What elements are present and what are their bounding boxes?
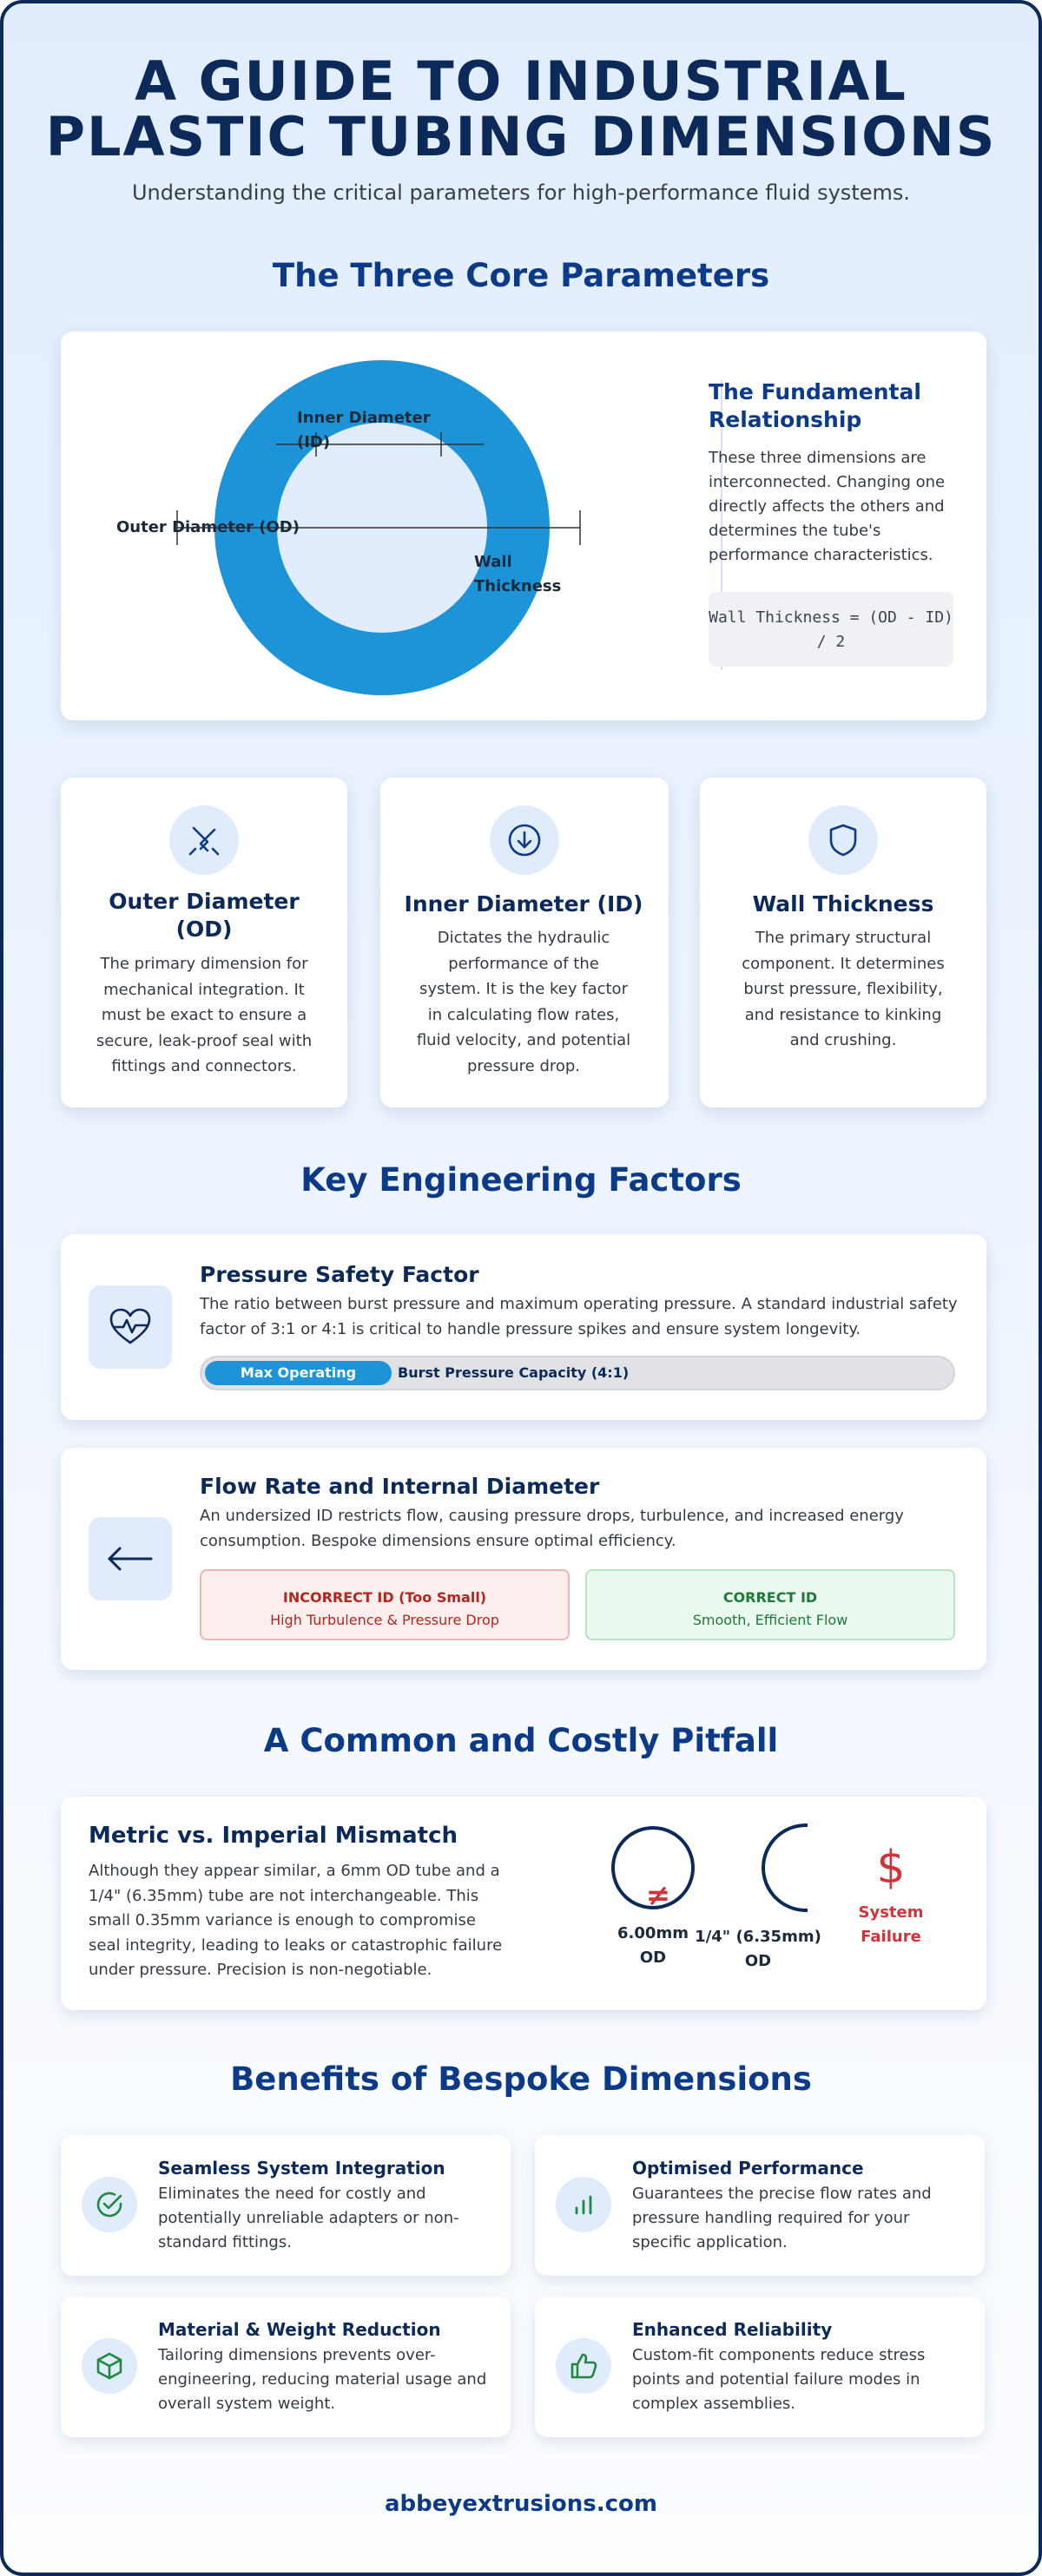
benefit-text: Tailoring dimensions prevents over-engineering, reducing material usage and overall system weight. xyxy=(158,2346,487,2413)
tube-comparison-graphic xyxy=(547,1823,808,1927)
pressure-factor-card xyxy=(61,1234,986,1420)
wall-thickness-label xyxy=(474,550,561,599)
benefit-card xyxy=(61,2135,511,2276)
imperial-tube-od: OD xyxy=(744,1952,772,1970)
arrow-down-circle-icon xyxy=(490,805,559,875)
metric-tube-od: OD xyxy=(639,1948,667,1967)
burst-pressure-label: Burst Pressure Capacity (4:1) xyxy=(398,1364,630,1381)
incorrect-id-title: INCORRECT ID (Too Small) xyxy=(282,1589,487,1606)
benefit-title: Optimised Performance xyxy=(632,2158,864,2178)
main-title-line-2: PLASTIC TUBING DIMENSIONS xyxy=(45,105,997,168)
correct-id-title: CORRECT ID xyxy=(722,1589,818,1606)
system-failure-line-1: System xyxy=(858,1903,924,1922)
heart-pulse-icon xyxy=(89,1285,172,1369)
pitfall-text: Although they appear similar, a 6mm OD tube and a 1/4" (6.35mm) tube are not interchangeable. This small 0.35mm variance is enough to compromise seal integrity, leading to leaks or catastrophic failure under pressure. Precision is non-negotiable. xyxy=(89,1862,503,1979)
max-operating-fill: Max Operating xyxy=(205,1361,392,1385)
wall-thickness-label-line-2: Thickness xyxy=(474,577,562,595)
parameter-card-od xyxy=(61,778,347,1107)
section-title-pitfall: A Common and Costly Pitfall xyxy=(263,1722,779,1759)
incorrect-id-text: High Turbulence & Pressure Drop xyxy=(270,1612,499,1628)
pressure-factor-title: Pressure Safety Factor xyxy=(200,1262,479,1287)
benefit-title: Seamless System Integration xyxy=(158,2158,445,2178)
parameter-card-wall xyxy=(700,778,986,1107)
flow-rate-card xyxy=(61,1448,986,1670)
metric-tube-size: 6.00mm xyxy=(617,1924,689,1942)
correct-id-text: Smooth, Efficient Flow xyxy=(692,1612,848,1628)
pressure-capacity-bar xyxy=(200,1356,955,1390)
incorrect-id-box xyxy=(200,1569,570,1640)
flow-rate-text: An undersized ID restricts flow, causing pressure drops, turbulence, and increased energy consumption. Bespoke dimensions ensure optimal efficiency. xyxy=(200,1507,904,1550)
arrow-left-icon xyxy=(89,1517,172,1600)
imperial-tube-size: 1/4" (6.35mm) xyxy=(695,1928,821,1946)
parameter-title: Wall Thickness xyxy=(752,891,934,917)
section-title-benefits: Benefits of Bespoke Dimensions xyxy=(230,2060,812,2098)
core-diagram-card xyxy=(61,332,986,720)
system-failure-line-2: Failure xyxy=(861,1928,921,1946)
main-subtitle: Understanding the critical parameters for high-performance fluid systems. xyxy=(131,181,910,205)
correct-id-box xyxy=(585,1569,955,1640)
formula-box: Wall Thickness = (OD - ID) / 2 xyxy=(709,592,953,667)
section-title-core: The Three Core Parameters xyxy=(272,257,770,294)
not-equal-sign: ≠ xyxy=(645,1878,671,1913)
parameter-card-id xyxy=(380,778,669,1107)
benefit-title: Material & Weight Reduction xyxy=(158,2319,441,2340)
pitfall-card xyxy=(61,1797,986,2010)
inner-diameter-label-line-1: Inner Diameter xyxy=(297,409,431,427)
benefit-text: Guarantees the precise flow rates and pressure handling required for your specific application. xyxy=(632,2185,932,2251)
parameter-title: Inner Diameter (ID) xyxy=(404,891,643,917)
parameter-text: The primary dimension for mechanical integration. It must be exact to ensure a secure, leak-proof seal with fittings and connectors. xyxy=(96,955,313,1075)
relationship-title: The Fundamental Relationship xyxy=(709,379,921,432)
benefit-text: Custom-fit components reduce stress points and potential failure modes in complex assemblies. xyxy=(632,2346,926,2413)
flow-rate-title: Flow Rate and Internal Diameter xyxy=(200,1474,600,1499)
thumbs-up-icon xyxy=(556,2338,611,2394)
benefit-card xyxy=(61,2297,511,2437)
inner-diameter-label-line-2: (ID) xyxy=(297,433,331,451)
parameter-text: The primary structural component. It determines burst pressure, flexibility, and resistance to kinking and crushing. xyxy=(742,929,945,1049)
imperial-tube-circle xyxy=(763,1825,808,1910)
outer-diameter-label: Outer Diameter (OD) xyxy=(116,518,300,536)
bar-chart-icon xyxy=(556,2177,611,2232)
wall-thickness-label-line-1: Wall xyxy=(474,553,512,571)
benefit-text: Eliminates the need for costly and potentially unreliable adapters or non-standard fittings. xyxy=(158,2185,459,2251)
benefit-title: Enhanced Reliability xyxy=(632,2319,833,2340)
benefit-card xyxy=(535,2135,985,2276)
main-title-line-1: A GUIDE TO INDUSTRIAL xyxy=(135,49,907,113)
inner-diameter-label xyxy=(297,406,431,455)
imperial-tube-label xyxy=(677,1925,839,1974)
system-failure-label xyxy=(847,1901,934,1949)
section-title-factors: Key Engineering Factors xyxy=(300,1161,742,1199)
footer-website-link[interactable]: abbeyextrusions.com xyxy=(385,2491,657,2517)
relationship-text: These three dimensions are interconnected. Changing one directly affects the others and determines the tube's performance characteristics. xyxy=(709,449,946,564)
check-circle-icon xyxy=(82,2177,137,2232)
dollar-icon: $ xyxy=(876,1842,906,1894)
cube-icon xyxy=(82,2338,137,2394)
benefit-card xyxy=(535,2297,985,2437)
parameter-title: Outer Diameter (OD) xyxy=(109,889,300,942)
pressure-factor-text: The ratio between burst pressure and maximum operating pressure. A standard industrial safety factor of 3:1 or 4:1 is critical to handle pressure spikes and ensure system longevity. xyxy=(200,1295,958,1338)
parameter-text: Dictates the hydraulic performance of the system. It is the key factor in calculating flow rates, fluid velocity, and potential pressure drop. xyxy=(416,929,631,1075)
ruler-cross-icon xyxy=(169,805,239,875)
shield-icon xyxy=(808,805,878,875)
main-title xyxy=(3,49,1039,168)
pitfall-title: Metric vs. Imperial Mismatch xyxy=(89,1823,458,1849)
